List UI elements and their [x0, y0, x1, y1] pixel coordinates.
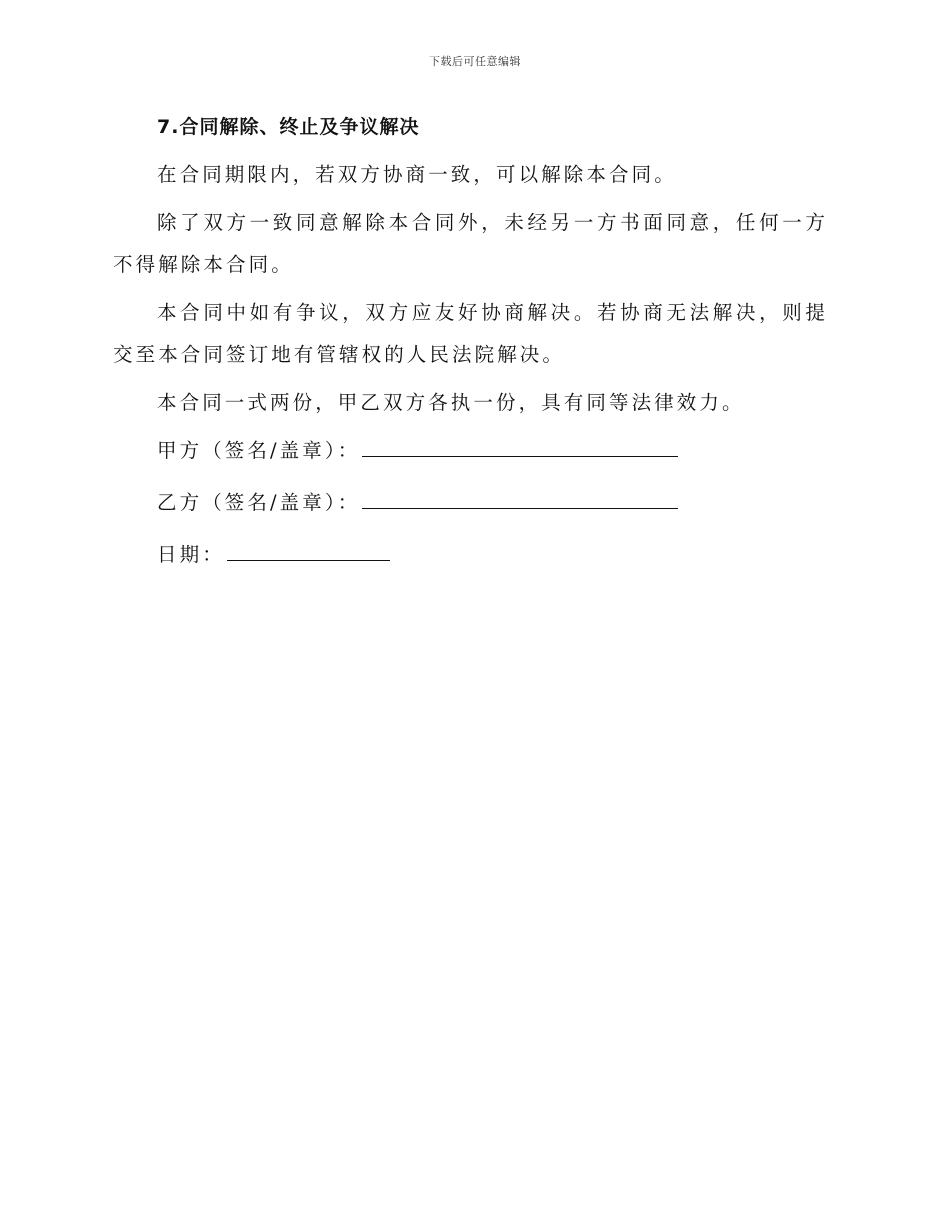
party-b-signature-field[interactable] — [362, 488, 678, 509]
document-body — [113, 112, 828, 586]
date-label: 日期： — [157, 543, 225, 566]
party-b-label: 乙方（签名/盖章）： — [157, 491, 361, 514]
party-a-label: 甲方（签名/盖章）： — [157, 439, 361, 462]
date-field[interactable] — [227, 540, 390, 561]
paragraph-termination-mutual: 在合同期限内，若双方协商一致，可以解除本合同。 — [157, 163, 677, 186]
paragraph-termination-restriction: 除了双方一致同意解除本合同外，未经另一方书面同意，任何一方不得解除本合同。 — [113, 211, 828, 276]
section-heading: 7.合同解除、终止及争议解决 — [157, 116, 420, 138]
party-a-signature-field[interactable] — [362, 436, 678, 457]
party-a-signature-row — [157, 430, 828, 472]
date-row — [157, 534, 828, 576]
paragraph-dispute-resolution: 本合同中如有争议，双方应友好协商解决。若协商无法解决，则提交至本合同签订地有管辖权的人民法院解决。 — [113, 301, 828, 366]
party-b-signature-row — [157, 482, 828, 524]
page-header: 下载后可任意编辑 — [429, 55, 521, 68]
paragraph-copies-validity: 本合同一式两份，甲乙双方各执一份，具有同等法律效力。 — [157, 391, 745, 414]
